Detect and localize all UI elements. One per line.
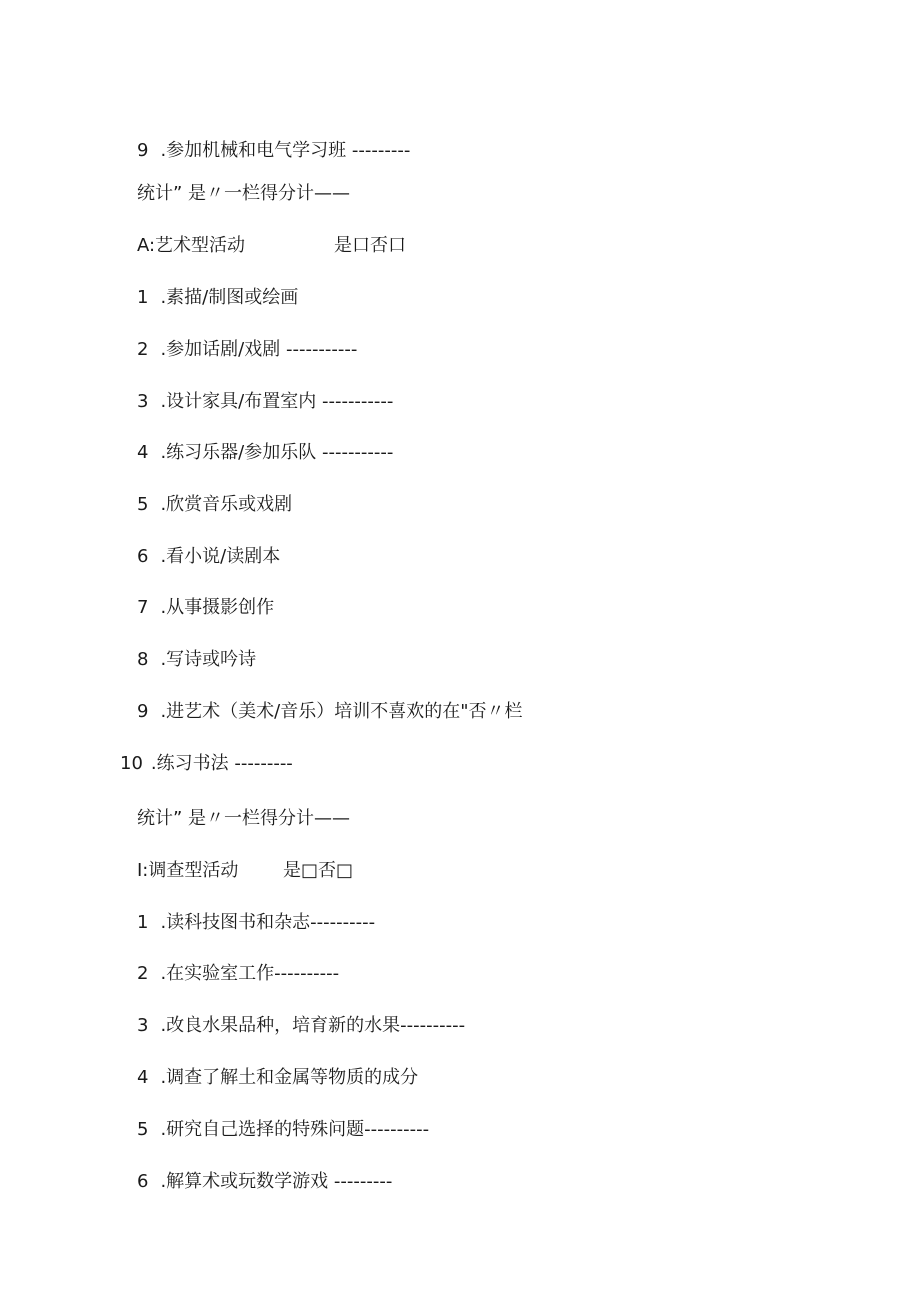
item-number: 5 [137,494,149,515]
item-number: 6 [137,1171,149,1192]
item-number: 6 [137,546,149,567]
item-number: 9 [137,701,149,722]
tally-line [137,807,350,831]
item-number: 2 [137,963,149,984]
item-text: .设计家具/布置室内 ----------- [160,391,394,412]
item-number: 4 [137,1067,149,1088]
item-text: .参加机械和电气学习班 --------- [160,140,411,161]
item-text: .调查了解土和金属等物质的成分 [160,1067,419,1088]
list-item [137,286,298,310]
item-number: 3 [137,391,149,412]
item-text: .从事摄影创作 [160,597,275,618]
list-item [137,1170,392,1194]
tally-text: 统计” 是〃一栏得分计—— [137,808,351,829]
list-item [120,752,293,776]
item-text: .练习书法 --------- [150,753,293,774]
list-item [137,493,292,517]
item-text: .素描/制图或绘画 [160,287,299,308]
item-text: .参加话剧/戏剧 ----------- [160,339,358,360]
item-text: .看小说/读剧本 [160,546,281,567]
item-text: .进艺术（美术/音乐）培训不喜欢的在"否〃栏 [160,701,523,722]
section-heading [137,234,406,258]
item-text: .写诗或吟诗 [160,649,257,670]
item-number: 3 [137,1015,149,1036]
list-item [137,1066,418,1090]
item-text: .读科技图书和杂志---------- [160,912,376,933]
item-number: 10 [120,753,143,774]
item-number: 9 [137,140,149,161]
list-item [137,596,274,620]
list-item [137,1118,429,1142]
item-number: 5 [137,1119,149,1140]
item-text: .解算术或玩数学游戏 --------- [160,1171,393,1192]
item-number: 4 [137,442,149,463]
list-item [137,911,375,935]
list-item [137,648,256,672]
list-item [137,962,339,986]
item-text: .研究自己选择的特殊问题---------- [160,1119,430,1140]
section-title: A:艺术型活动 [137,235,246,256]
item-text: .欣赏音乐或戏剧 [160,494,293,515]
list-item [137,700,523,724]
item-text: .练习乐器/参加乐队 ----------- [160,442,394,463]
item-text: .在实验室工作---------- [160,963,340,984]
yes-no-options: 是口否口 [334,235,406,256]
item-number: 7 [137,597,149,618]
section-title: I:调查型活动 [137,860,239,881]
list-item [137,338,357,362]
item-number: 1 [137,287,149,308]
list-item [137,441,393,465]
item-number: 8 [137,649,149,670]
list-item [137,545,280,569]
list-item [137,1014,465,1038]
list-item [137,390,393,414]
tally-line [137,182,350,206]
item-number: 1 [137,912,149,933]
list-item [137,139,410,163]
tally-text: 统计” 是〃一栏得分计—— [137,183,351,204]
item-number: 2 [137,339,149,360]
item-text: .改良水果品种，培育新的水果---------- [160,1015,466,1036]
section-heading [137,859,354,883]
yes-no-options: 是□否□ [283,860,354,881]
